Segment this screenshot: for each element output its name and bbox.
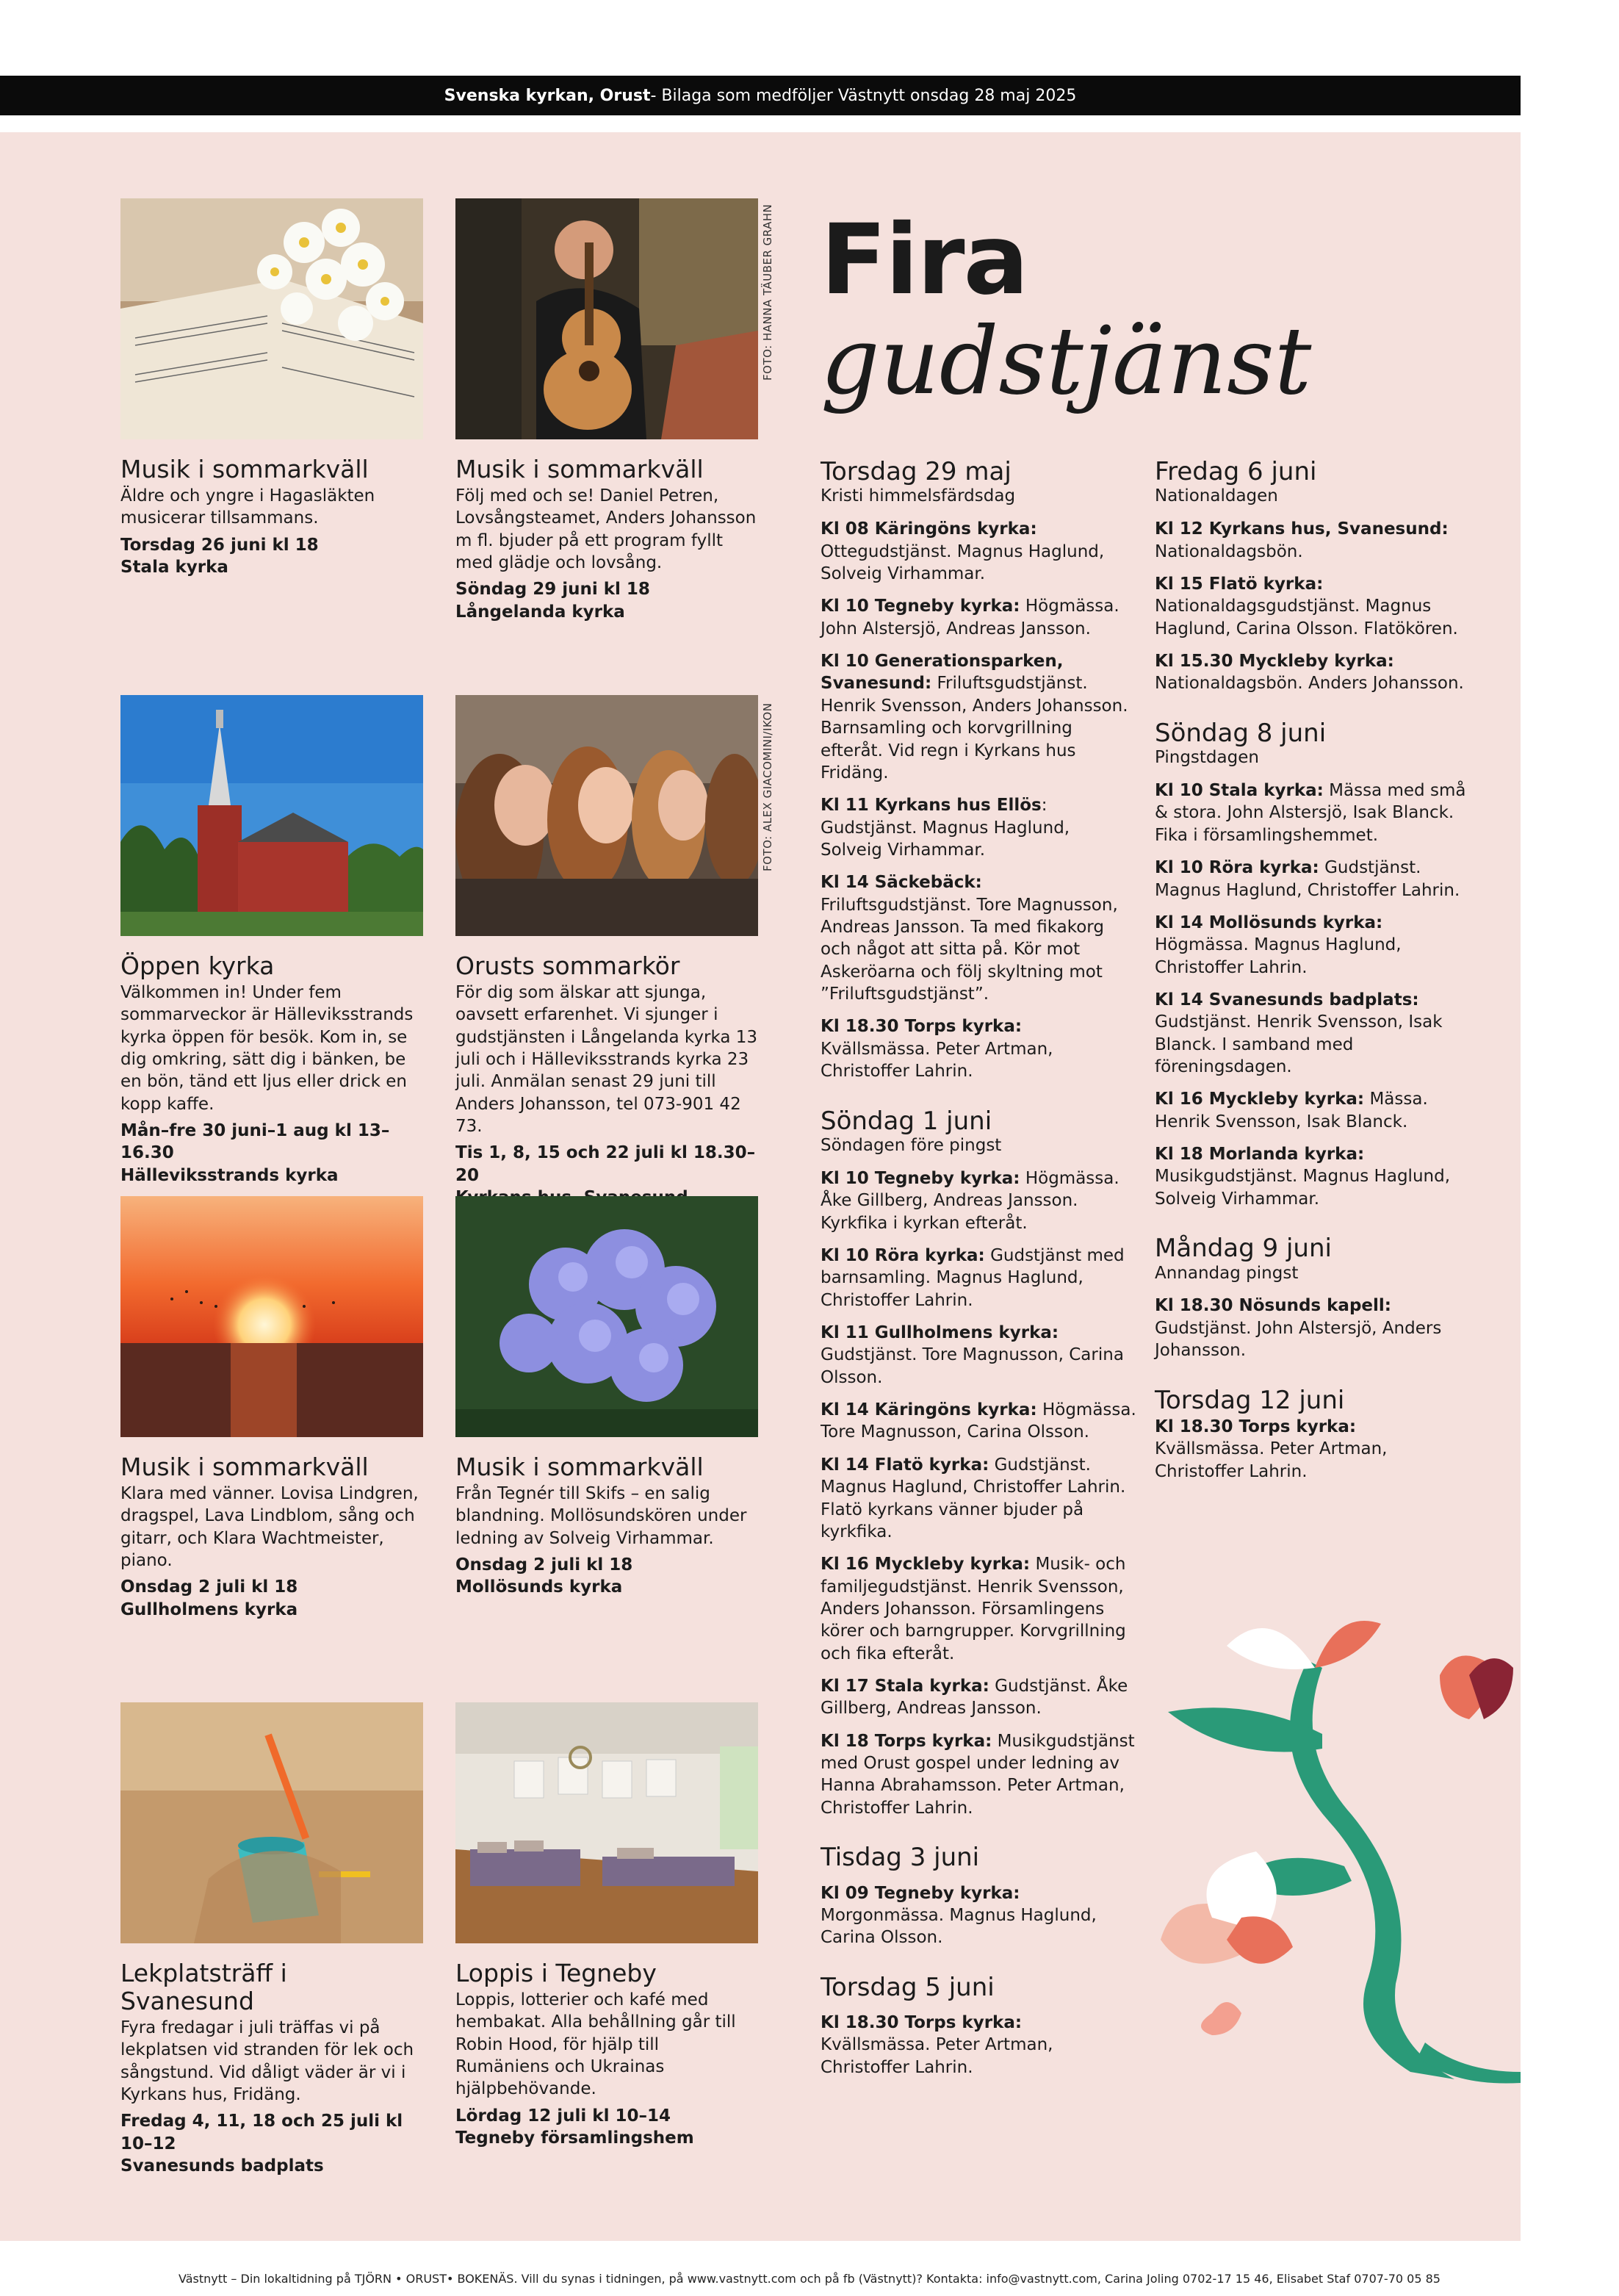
schedule-day	[1155, 1387, 1471, 1483]
service-entry: Kl 11 Gullholmens kyrka: Gudstjänst. Tore Magnusson, Carina Olsson.	[821, 1322, 1124, 1387]
card-when: Onsdag 2 juli kl 18	[120, 1577, 298, 1597]
service-entry: Kl 18 Morlanda kyrka: Musikgudstjänst. Magnus Haglund, Solveig Virhammar.	[1155, 1145, 1451, 1209]
event-card	[120, 1702, 423, 2177]
card-where: Mollösunds kyrka	[455, 1577, 623, 1597]
service-entry: Kl 18.30 Torps kyrka: Kvällsmässa. Peter Artman, Christoffer Lahrin.	[821, 2013, 1053, 2077]
card-where: Långelanda kyrka	[455, 602, 625, 622]
day-subtitle: Pingstdagen	[1155, 748, 1259, 768]
headline-line2: gudstjänst	[821, 307, 1312, 415]
card-where: Stala kyrka	[120, 558, 228, 577]
service-entry: Kl 09 Tegneby kyrka: Morgonmässa. Magnus Haglund, Carina Olsson.	[821, 1883, 1097, 1948]
card-description: Från Tegnér till Skifs – en salig blandning. Mollösundskören under ledning av Solveig Virhammar.	[455, 1483, 747, 1548]
choir-singers-photo	[455, 695, 758, 936]
sheet-music-flowers-photo	[120, 198, 423, 439]
red-church-photo	[120, 695, 423, 936]
card-where: Svanesunds badplats	[120, 2156, 324, 2176]
day-subtitle: Nationaldagen	[1155, 486, 1278, 506]
card-title: Öppen kyrka	[120, 951, 275, 980]
day-heading: Fredag 6 juni	[1155, 457, 1317, 486]
service-entry: Kl 10 Tegneby kyrka: Högmässa. John Alstersjö, Andreas Jansson.	[821, 597, 1119, 638]
schedule-day	[821, 1974, 1136, 2079]
day-heading: Söndag 1 juni	[821, 1106, 992, 1136]
card-title: Lekplatsträff i Svanesund	[120, 1959, 287, 2015]
header-publisher: Svenska kyrkan, Orust	[444, 86, 651, 105]
schedule-day	[821, 458, 1136, 1083]
service-entry: Kl 10 Tegneby kyrka: Högmässa. Åke Gillberg, Andreas Jansson. Kyrkfika i kyrkan efteråt.	[821, 1168, 1119, 1233]
card-title: Musik i sommarkväll	[455, 455, 704, 483]
headline-line1: Fira	[821, 204, 1028, 317]
service-entry: Kl 18.30 Nösunds kapell: Gudstjänst. John Alstersjö, Anders Johansson.	[1155, 1296, 1442, 1361]
sand-bucket-photo	[120, 1702, 423, 1943]
flea-market-hall-photo	[455, 1702, 758, 1943]
card-where: Gullholmens kyrka	[120, 1599, 298, 1619]
day-heading: Torsdag 29 maj	[821, 457, 1012, 486]
event-card	[455, 1196, 758, 1599]
schedule-day	[821, 1844, 1136, 1948]
service-entry: Kl 14 Säckebäck: Friluftsgudstjänst. Tore Magnusson, Andreas Jansson. Ta med fikakorg och något att sitta på. Kör mot Askeröarna och följ skyltning mot ”Friluftsgudstjänst”.	[821, 873, 1118, 1004]
schedule-day	[1155, 1235, 1471, 1361]
service-entry: Kl 17 Stala kyrka: Gudstjänst. Åke Gillberg, Andreas Jansson.	[821, 1677, 1128, 1719]
service-entry: Kl 15 Flatö kyrka: Nationaldagsgudstjänst. Magnus Haglund, Carina Olsson. Flatökören.	[1155, 575, 1458, 638]
day-heading: Torsdag 12 juni	[1155, 1385, 1345, 1415]
card-title: Musik i sommarkväll	[455, 1453, 704, 1481]
day-subtitle: Söndagen före pingst	[821, 1135, 1002, 1155]
card-when: Söndag 29 juni kl 18	[455, 580, 650, 600]
schedule-day	[1155, 458, 1471, 695]
card-where: Hälleviksstrands kyrka	[120, 1165, 339, 1185]
card-when: Onsdag 2 juli kl 18	[455, 1555, 633, 1575]
schedule-day	[1155, 720, 1471, 1210]
header-bar	[0, 76, 1521, 115]
service-entry: Kl 14 Svanesunds badplats: Gudstjänst. Henrik Svensson, Isak Blanck. I samband med föreningsdagen.	[1155, 990, 1443, 1077]
card-description: Äldre och yngre i Hagasläkten musicerar tillsammans.	[120, 486, 375, 528]
headline	[821, 204, 1312, 415]
event-card	[120, 695, 423, 1187]
footer-contact: Västnytt – Din lokaltidning på TJÖRN • ORUST• BOKENÄS. Vill du synas i tidningen, på www.vastnytt.com och på fb (Västnytt)? Kontakta: info@vastnytt.com, Carina Joling 0702-17 15 46, Elisabet Staf 0707-70 05 85	[179, 2272, 1440, 2286]
card-description: För dig som älskar att sjunga, oavsett erfarenhet. Vi sjunger i gudstjänsten i Långelanda kyrka 13 juli och i Hälleviksstrands kyrka 23 juli. Anmälan senast 29 juni till Anders Johansson, tel 073-901 42 73.	[455, 982, 758, 1137]
card-when: Torsdag 26 juni kl 18	[120, 535, 319, 555]
service-entry: Kl 14 Käringöns kyrka: Högmässa. Tore Magnusson, Carina Olsson.	[821, 1400, 1136, 1442]
card-when: Tis 1, 8, 15 och 22 juli kl 18.30–20	[455, 1143, 756, 1185]
service-entry: Kl 10 Röra kyrka: Gudstjänst. Magnus Haglund, Christoffer Lahrin.	[1155, 858, 1460, 900]
service-entry: Kl 11 Kyrkans hus Ellös: Gudstjänst. Magnus Haglund, Solveig Virhammar.	[821, 796, 1070, 860]
card-when: Mån–fre 30 juni–1 aug kl 13–16.30	[120, 1121, 390, 1163]
service-entry: Kl 12 Kyrkans hus, Svanesund: Nationaldagsbön.	[1155, 519, 1449, 561]
service-entry: Kl 18 Torps kyrka: Musikgudstjänst med Orust gospel under ledning av Hanna Abrahamsson. Peter Artman, Christoffer Lahrin.	[821, 1731, 1135, 1818]
guitar-player-photo	[455, 198, 758, 439]
service-entry: Kl 10 Generationsparken, Svanesund: Friluftsgudstjänst. Henrik Svensson, Anders Johansson. Barnsamling och korvgrillning efteråt. Vid regn i Kyrkans hus Fridäng.	[821, 652, 1128, 782]
day-heading: Söndag 8 juni	[1155, 718, 1327, 748]
card-where: Tegneby församlingshem	[455, 2128, 694, 2148]
service-entry: Kl 16 Myckleby kyrka: Musik- och familjegudstjänst. Henrik Svensson, Anders Johansson. Församlingens körer och barngrupper. Korvgrillning och fika efteråt.	[821, 1555, 1126, 1663]
day-heading: Tisdag 3 juni	[821, 1843, 980, 1873]
flower-illustration	[1146, 1602, 1521, 2087]
card-description: Följ med och se! Daniel Petren, Lovsångsteamet, Anders Johansson m fl. bjuder på ett program fyllt med glädje och lovsång.	[455, 486, 757, 573]
card-when: Lördag 12 juli kl 10–14	[455, 2106, 671, 2126]
service-entry: Kl 08 Käringöns kyrka: Ottegudstjänst. Magnus Haglund, Solveig Virhammar.	[821, 519, 1105, 583]
day-heading: Måndag 9 juni	[1155, 1234, 1332, 1264]
service-entry: Kl 14 Flatö kyrka: Gudstjänst. Magnus Haglund, Christoffer Lahrin. Flatö kyrkans vänner bjuder på kyrkfika.	[821, 1455, 1126, 1541]
service-entry: Kl 15.30 Myckleby kyrka: Nationaldagsbön. Anders Johansson.	[1155, 652, 1464, 694]
card-title: Orusts sommarkör	[455, 951, 680, 980]
event-card	[455, 1702, 758, 2149]
header-text: - Bilaga som medföljer Västnytt onsdag 28 maj 2025	[650, 86, 1077, 105]
card-title: Musik i sommarkväll	[120, 1453, 369, 1481]
event-card	[120, 1196, 423, 1621]
event-card	[455, 695, 758, 1209]
schedule-day	[821, 1108, 1136, 1820]
event-card	[455, 198, 758, 623]
service-entry: Kl 18.30 Torps kyrka: Kvällsmässa. Peter Artman, Christoffer Lahrin.	[821, 1017, 1053, 1082]
day-subtitle: Annandag pingst	[1155, 1263, 1299, 1283]
photo-credit: FOTO: ALEX GIACOMINI/IKON	[761, 702, 774, 871]
service-entry: Kl 10 Stala kyrka: Mässa med små & stora. John Alstersjö, Isak Blanck. Fika i församlingshemmet.	[1155, 781, 1466, 845]
day-subtitle: Kristi himmelsfärdsdag	[821, 486, 1016, 506]
sunset-sea-photo	[120, 1196, 423, 1437]
card-title: Musik i sommarkväll	[120, 455, 369, 483]
card-description: Välkommen in! Under fem sommarveckor är Hälleviksstrands kyrka öppen för besök. Kom in, se dig omkring, sätt dig i bänken, be en bön, tänd ett ljus eller drick en kopp kaffe.	[120, 982, 414, 1114]
card-description: Fyra fredagar i juli träffas vi på lekplatsen vid stranden för lek och sångstund. Vid dåligt väder är vi i Kyrkans hus, Fridäng.	[120, 2018, 414, 2104]
schedule-column-left	[821, 458, 1136, 2104]
event-card	[120, 198, 423, 578]
photo-credit: FOTO: HANNA TÄUBER GRAHN	[761, 204, 774, 381]
schedule-column-right	[1155, 458, 1471, 1508]
hydrangea-photo	[455, 1196, 758, 1437]
card-title: Loppis i Tegneby	[455, 1959, 657, 1987]
service-entry: Kl 10 Röra kyrka: Gudstjänst med barnsamling. Magnus Haglund, Christoffer Lahrin.	[821, 1245, 1125, 1310]
service-entry: Kl 16 Myckleby kyrka: Mässa. Henrik Svensson, Isak Blanck.	[1155, 1090, 1428, 1131]
card-when: Fredag 4, 11, 18 och 25 juli kl 10–12	[120, 2112, 403, 2153]
card-description: Klara med vänner. Lovisa Lindgren, dragspel, Lava Lindblom, sång och gitarr, och Klara Wachtmeister, piano.	[120, 1483, 419, 1571]
service-entry: Kl 18.30 Torps kyrka: Kvällsmässa. Peter Artman, Christoffer Lahrin.	[1155, 1417, 1388, 1481]
card-description: Loppis, lotterier och kafé med hembakat. Alla behållning går till Robin Hood, för hjälp till Rumäniens och Ukrainas hjälpbehövande.	[455, 1990, 736, 2099]
service-entry: Kl 14 Mollösunds kyrka: Högmässa. Magnus Haglund, Christoffer Lahrin.	[1155, 913, 1402, 977]
day-heading: Torsdag 5 juni	[821, 1972, 995, 2002]
